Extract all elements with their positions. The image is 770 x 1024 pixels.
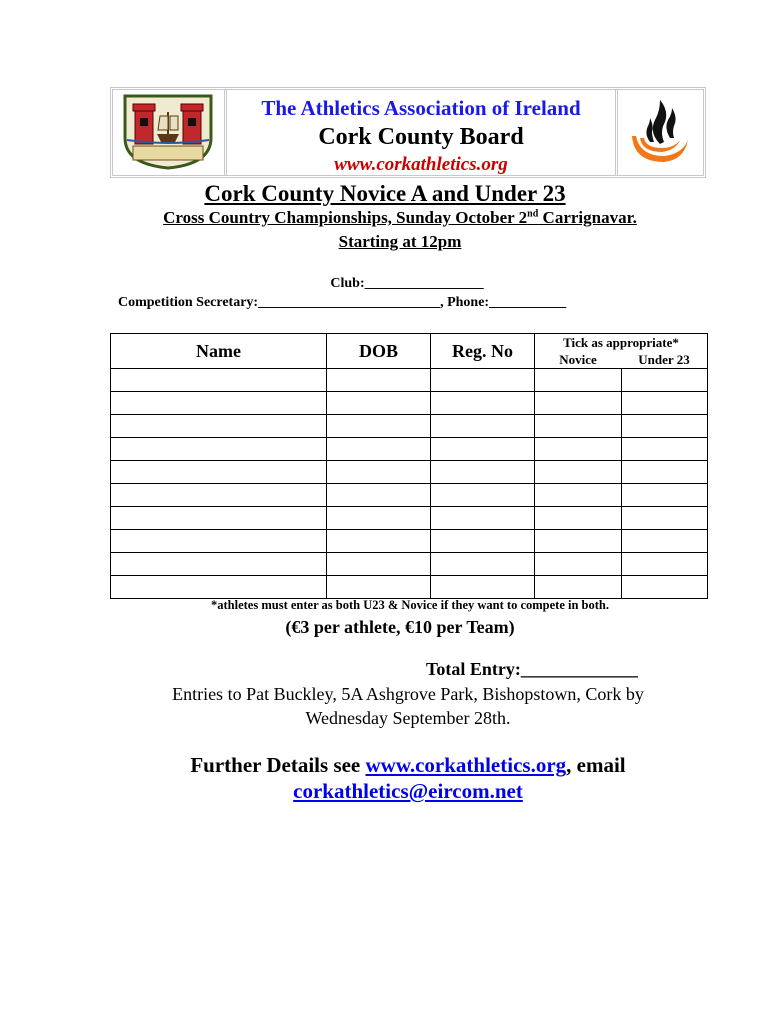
dob-cell[interactable] <box>327 576 431 599</box>
page-title: Cork County Novice A and Under 23 <box>204 181 566 206</box>
novice-cell[interactable] <box>535 530 622 553</box>
name-cell[interactable] <box>111 369 327 392</box>
eligibility-note: *athletes must enter as both U23 & Novice if they want to compete in both. <box>211 598 609 612</box>
header-text <box>227 90 615 176</box>
u23-cell[interactable] <box>621 415 708 438</box>
name-cell[interactable] <box>111 392 327 415</box>
dob-cell[interactable] <box>327 461 431 484</box>
name-cell[interactable] <box>111 576 327 599</box>
entry-table <box>110 333 708 599</box>
u23-cell[interactable] <box>621 438 708 461</box>
logo-cell <box>615 90 703 175</box>
entries-address <box>0 682 770 730</box>
u23-cell[interactable] <box>621 576 708 599</box>
name-cell[interactable] <box>111 530 327 553</box>
table-row <box>111 530 708 553</box>
event-subtitle <box>0 208 770 228</box>
col-reg-header: Reg. No <box>431 334 535 369</box>
col-u23-header: Under 23 <box>638 352 690 367</box>
reg-cell[interactable] <box>431 507 535 530</box>
table-row <box>111 461 708 484</box>
dob-cell[interactable] <box>327 369 431 392</box>
flame-logo-icon <box>626 96 692 166</box>
event-location: Carrignavar. <box>538 208 637 227</box>
col-name-header: Name <box>111 334 327 369</box>
dob-cell[interactable] <box>327 484 431 507</box>
name-cell[interactable] <box>111 484 327 507</box>
event-subtitle-text: Cross Country Championships, Sunday October 2 <box>163 208 528 227</box>
entry-rows <box>111 369 708 599</box>
table-row <box>111 507 708 530</box>
reg-cell[interactable] <box>431 576 535 599</box>
table-row <box>111 438 708 461</box>
reg-cell[interactable] <box>431 438 535 461</box>
table-row <box>111 484 708 507</box>
further-details <box>0 752 770 804</box>
dob-cell[interactable] <box>327 415 431 438</box>
table-row <box>111 576 708 599</box>
details-email-text: , email <box>566 753 626 777</box>
date-suffix: nd <box>527 208 539 220</box>
table-row <box>111 553 708 576</box>
header-box <box>110 87 706 178</box>
dob-cell[interactable] <box>327 507 431 530</box>
email-link[interactable]: corkathletics@eircom.net <box>293 779 523 803</box>
novice-cell[interactable] <box>535 415 622 438</box>
col-dob-header: DOB <box>327 334 431 369</box>
dob-cell[interactable] <box>327 438 431 461</box>
total-entry-label: Total Entry: <box>426 659 521 679</box>
secretary-phone-field[interactable]: Competition Secretary:__________________________, Phone:___________ <box>118 295 567 310</box>
header-website: www.corkathletics.org <box>334 154 508 175</box>
details-text: Further Details see <box>190 753 366 777</box>
reg-cell[interactable] <box>431 484 535 507</box>
association-name: The Athletics Association of Ireland <box>261 96 581 120</box>
entries-address-line: Entries to Pat Buckley, 5A Ashgrove Park, Bishopstown, Cork by <box>172 684 644 704</box>
name-cell[interactable] <box>111 438 327 461</box>
dob-cell[interactable] <box>327 553 431 576</box>
u23-cell[interactable] <box>621 553 708 576</box>
u23-cell[interactable] <box>621 484 708 507</box>
club-field[interactable]: Club:_________________ <box>330 276 484 291</box>
reg-cell[interactable] <box>431 530 535 553</box>
u23-cell[interactable] <box>621 507 708 530</box>
u23-cell[interactable] <box>621 369 708 392</box>
cork-crest-icon <box>121 94 215 170</box>
u23-cell[interactable] <box>621 461 708 484</box>
u23-cell[interactable] <box>621 392 708 415</box>
novice-cell[interactable] <box>535 392 622 415</box>
table-row <box>111 392 708 415</box>
novice-cell[interactable] <box>535 553 622 576</box>
novice-cell[interactable] <box>535 461 622 484</box>
reg-cell[interactable] <box>431 553 535 576</box>
novice-cell[interactable] <box>535 438 622 461</box>
tick-header-cell <box>535 334 708 369</box>
dob-cell[interactable] <box>327 530 431 553</box>
table-row <box>111 369 708 392</box>
entries-deadline-line: Wednesday September 28th. <box>305 708 511 728</box>
name-cell[interactable] <box>111 461 327 484</box>
name-cell[interactable] <box>111 507 327 530</box>
website-link[interactable]: www.corkathletics.org <box>365 753 567 777</box>
start-time: Starting at 12pm <box>338 232 462 251</box>
reg-cell[interactable] <box>431 415 535 438</box>
novice-cell[interactable] <box>535 576 622 599</box>
reg-cell[interactable] <box>431 461 535 484</box>
name-cell[interactable] <box>111 415 327 438</box>
col-novice-header: Novice <box>559 352 597 367</box>
table-header-row <box>111 334 708 369</box>
reg-cell[interactable] <box>431 369 535 392</box>
name-cell[interactable] <box>111 553 327 576</box>
tick-header: Tick as appropriate* <box>563 335 679 350</box>
novice-cell[interactable] <box>535 484 622 507</box>
novice-cell[interactable] <box>535 507 622 530</box>
crest-cell <box>113 90 227 175</box>
total-entry-field[interactable]: _____________ <box>520 659 638 679</box>
fee-info: (€3 per athlete, €10 per Team) <box>285 617 515 637</box>
total-entry <box>426 659 638 680</box>
table-row <box>111 415 708 438</box>
dob-cell[interactable] <box>327 392 431 415</box>
board-name: Cork County Board <box>318 124 524 150</box>
reg-cell[interactable] <box>431 392 535 415</box>
u23-cell[interactable] <box>621 530 708 553</box>
novice-cell[interactable] <box>535 369 622 392</box>
